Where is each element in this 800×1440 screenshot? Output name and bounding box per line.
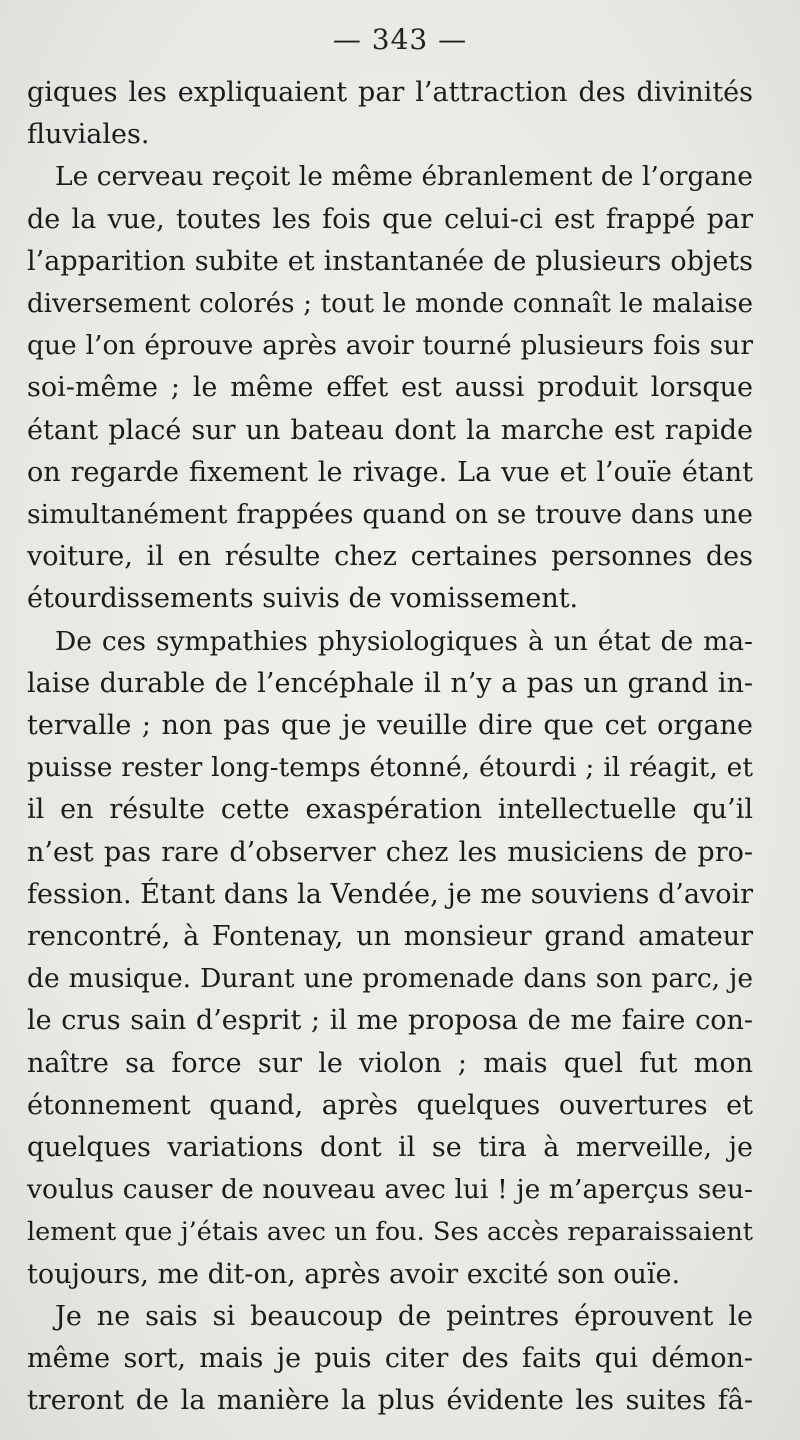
- text-line: simultanément frappées quand on se trouve dans une: [27, 499, 753, 531]
- text-line: voulus causer de nouveau avec lui ! je m’aperçus seu-: [27, 1174, 753, 1206]
- text-line: fluviales.: [27, 119, 150, 151]
- page-number: — 343 —: [332, 23, 468, 56]
- paragraph: [27, 621, 753, 1296]
- text-line: de la vue, toutes les fois que celui-ci est frappé par: [27, 203, 753, 235]
- text-line: que l’on éprouve après avoir tourné plusieurs fois sur: [27, 330, 753, 362]
- text-line: étonnement quand, après quelques ouvertures et: [27, 1089, 753, 1121]
- text-line: tervalle ; non pas que je veuille dire que cet organe: [27, 710, 753, 742]
- text-line: lement que j’étais avec un fou. Ses accès reparaissaient: [27, 1217, 753, 1248]
- text-line: le crus sain d’esprit ; il me proposa de me faire con-: [27, 1005, 753, 1037]
- text-line: giques les expliquaient par l’attraction des divinités: [27, 77, 753, 108]
- text-line: Je ne sais si beaucoup de peintres éprouvent le: [55, 1300, 753, 1332]
- text-line: de musique. Durant une promenade dans son parc, je: [27, 963, 753, 995]
- text-line: Le cerveau reçoit le même ébranlement de l’organe: [55, 161, 753, 193]
- text-line: l’apparition subite et instantanée de plusieurs objets: [27, 245, 753, 277]
- text-line: étant placé sur un bateau dont la marche est rapide: [27, 414, 753, 446]
- text-line: soi-même ; le même effet est aussi produit lorsque: [27, 372, 753, 404]
- text-line: naître sa force sur le violon ; mais quel fut mon: [27, 1047, 753, 1079]
- text-line: rencontré, à Fontenay, un monsieur grand amateur: [27, 921, 753, 953]
- text-line: treront de la manière la plus évidente les suites fâ-: [27, 1385, 753, 1417]
- paragraph: [27, 72, 753, 156]
- paragraph: [27, 156, 753, 620]
- paragraph: [27, 1296, 753, 1423]
- text-line: n’est pas rare d’observer chez les musiciens de pro-: [27, 836, 753, 868]
- text-line: on regarde fixement le rivage. La vue et l’ouïe étant: [27, 456, 753, 488]
- text-line: il en résulte cette exaspération intellectuelle qu’il: [27, 794, 753, 826]
- text-line: diversement colorés ; tout le monde connaît le malaise: [27, 289, 753, 320]
- text-line: laise durable de l’encéphale il n’y a pas un grand in-: [27, 667, 753, 699]
- text-body: [27, 72, 753, 1423]
- text-line: quelques variations dont il se tira à merveille, je: [27, 1132, 753, 1164]
- text-line: étourdissements suivis de vomissement.: [27, 583, 579, 615]
- text-line: voiture, il en résulte chez certaines personnes des: [27, 541, 753, 573]
- text-line: fession. Étant dans la Vendée, je me souviens d’avoir: [27, 878, 753, 910]
- text-line: toujours, me dit-on, après avoir excité son ouïe.: [27, 1258, 681, 1290]
- text-line: même sort, mais je puis citer des faits qui démon-: [27, 1343, 753, 1375]
- text-line: puisse rester long-temps étonné, étourdi ; il réagit, et: [27, 752, 753, 784]
- text-line: De ces sympathies physiologiques à un état de ma-: [55, 625, 753, 657]
